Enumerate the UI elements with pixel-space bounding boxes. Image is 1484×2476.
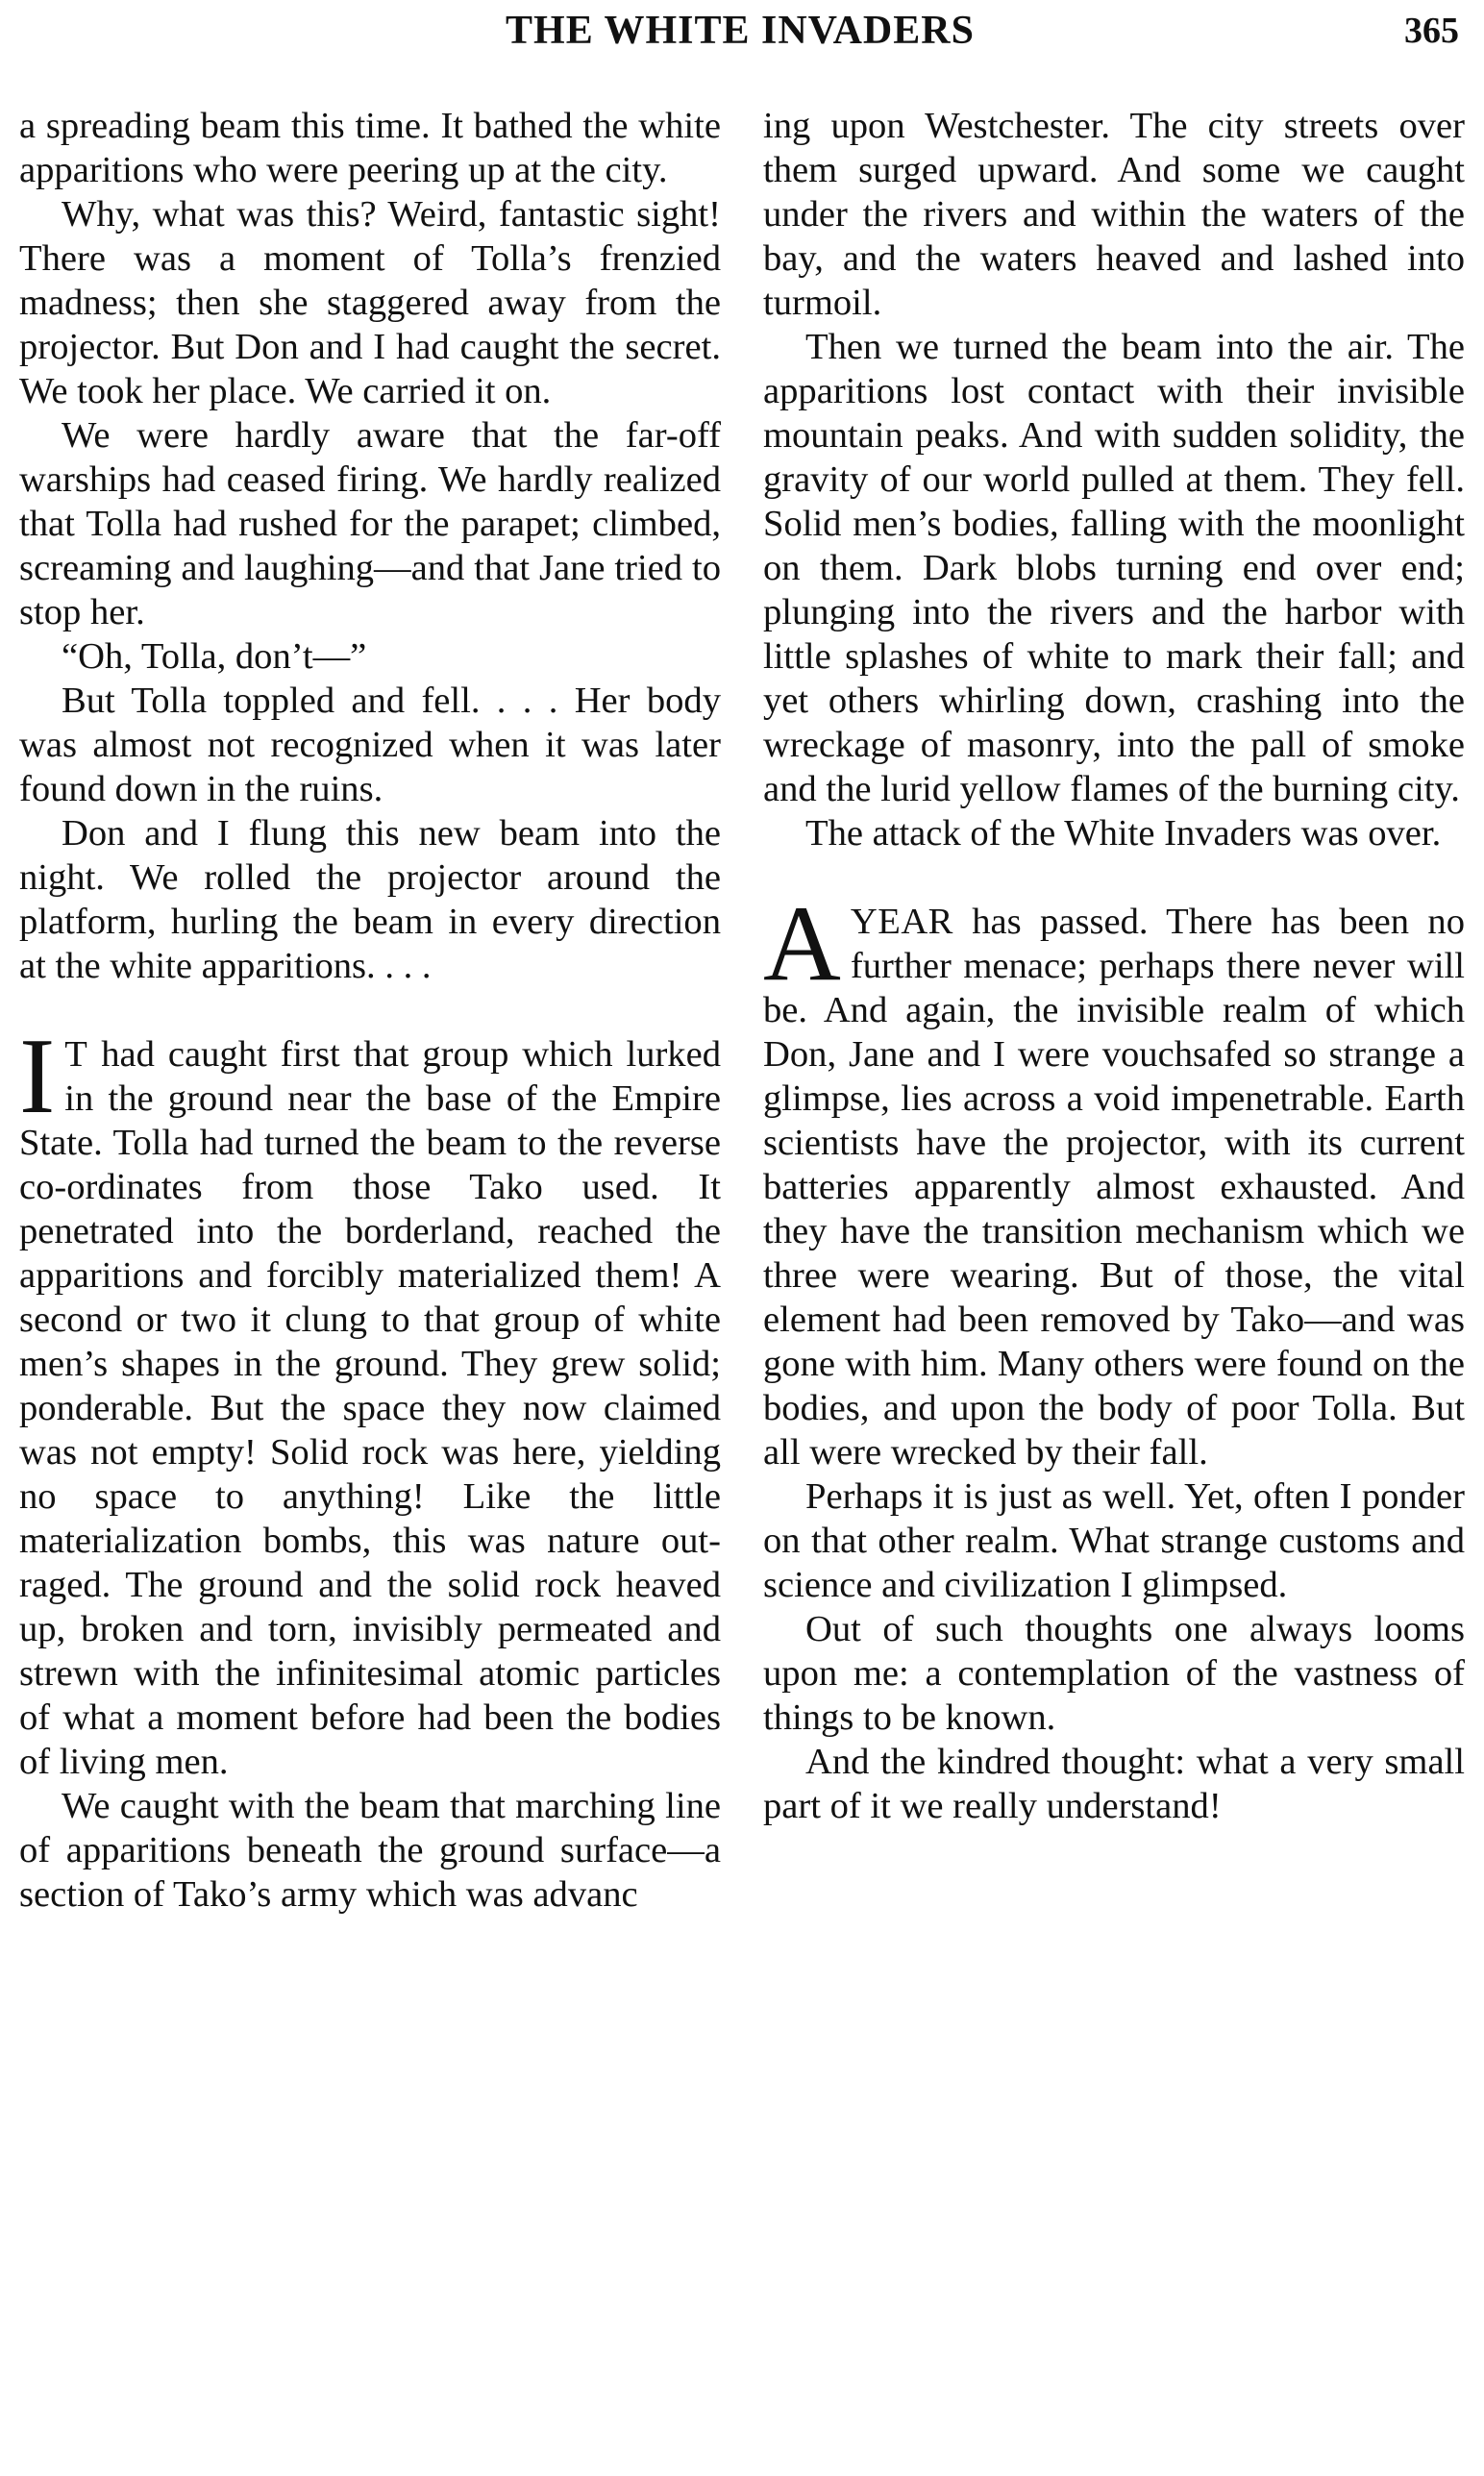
- paragraph: We caught with the beam that marching line of apparitions beneath the ground surface—a section of Tako’s army which was advanc: [19, 1786, 721, 1915]
- paragraph: Then we turned the beam into the air. The apparitions lost contact with their invisible mountain peaks. And with sudden solidity, the gravity of our world pulled at them. They fell. Solid men’s bodies, falling with the moonlight on them. Dark blobs turning end over end; plunging into the rivers and the harbor with little splashes of white to mark their fall; and yet others whirling down, crashing into the wreckage of masonry, into the pall of smoke and the lurid yellow flames of the burning city.: [763, 327, 1465, 809]
- paragraph: a spreading beam this time. It bathed the white apparitions who were peering up at the city.: [19, 106, 721, 190]
- paragraph: Don and I flung this new beam into the night. We rolled the projector around the platform, hurling the beam in every direction at the white apparitions. . . .: [19, 813, 721, 986]
- drop-cap: A: [763, 884, 841, 1003]
- paragraph: The attack of the White Invaders was over.: [805, 813, 1442, 854]
- paragraph: We were hardly aware that the far-off warships had ceased firing. We hardly realized that Tolla had rushed for the parapet; climbed, screaming and laughing—and that Jane tried to stop her.: [19, 415, 721, 632]
- opening-word: T: [64, 1034, 88, 1075]
- paragraph: Out of such thoughts one always looms upon me: a contemplation of the vastness of things to be known.: [763, 1609, 1465, 1738]
- running-title: THE WHITE INVADERS: [506, 9, 975, 53]
- section-break: [763, 855, 1465, 900]
- paragraph: But Tolla toppled and fell. . . . Her body was almost not recognized when it was later found down in the ruins.: [19, 681, 721, 809]
- paragraph: Why, what was this? Weird, fantastic sight! There was a moment of Tolla’s frenzied madness; then she staggered away from the projector. But Don and I had caught the secret. We took her place. We carried it on.: [19, 194, 721, 411]
- page-number: 365: [1404, 11, 1459, 51]
- section-opening-paragraph: [19, 1017, 721, 1784]
- paragraph: ing upon Westchester. The city streets over them surged upward. And some we caught under the rivers and within the waters of the bay, and the waters heaved and lashed into turmoil.: [763, 106, 1465, 323]
- paragraph: “Oh, Tolla, don’t—”: [62, 636, 367, 677]
- opening-word: YEAR: [850, 902, 953, 942]
- paragraph-text: had caught first that group which lurked in the ground near the base of the Empire State. Tolla had turned the beam to the reverse co-ordinates from those Tako used. It penetrated into the borderland, reached the apparitions and forcibly materialized them! A second or two it clung to that group of white men’s shapes in the ground. They grew solid; ponderable. But the space they now claimed was not empty! Solid rock was here, yielding no space to anything! Like the little materialization bombs, this was nature outraged. The ground and the solid rock heaved up, broken and torn, invisibly permeated and strewn with the infinitesimal atomic particles of what a moment before had been the bodies of living men.: [19, 1034, 721, 1782]
- paragraph: Perhaps it is just as well. Yet, often I ponder on that other realm. What strange customs and science and civilization I glimpsed.: [763, 1476, 1465, 1605]
- section-opening-paragraph: [763, 884, 1465, 1474]
- paragraph: And the kindred thought: what a very small part of it we really understand!: [763, 1742, 1465, 1826]
- page-header: [19, 6, 1461, 63]
- paragraph-text: has passed. There has been no further menace; perhaps there never will be. And again, the invisible realm of which Don, Jane and I were vouchsafed so strange a glimpse, lies across a void impenetrable. Earth scientists have the projector, with its current batteries apparently almost exhausted. And they have the transition mechanism which we three were wearing. But of those, the vital element had been removed by Tako—and was gone with him. Many others were found on the bodies, and upon the body of poor Tolla. But all were wrecked by their fall.: [763, 902, 1465, 1473]
- left-column: [19, 104, 721, 2468]
- drop-cap: I: [19, 1017, 56, 1136]
- right-column: [763, 104, 1465, 2468]
- section-break: [19, 988, 721, 1032]
